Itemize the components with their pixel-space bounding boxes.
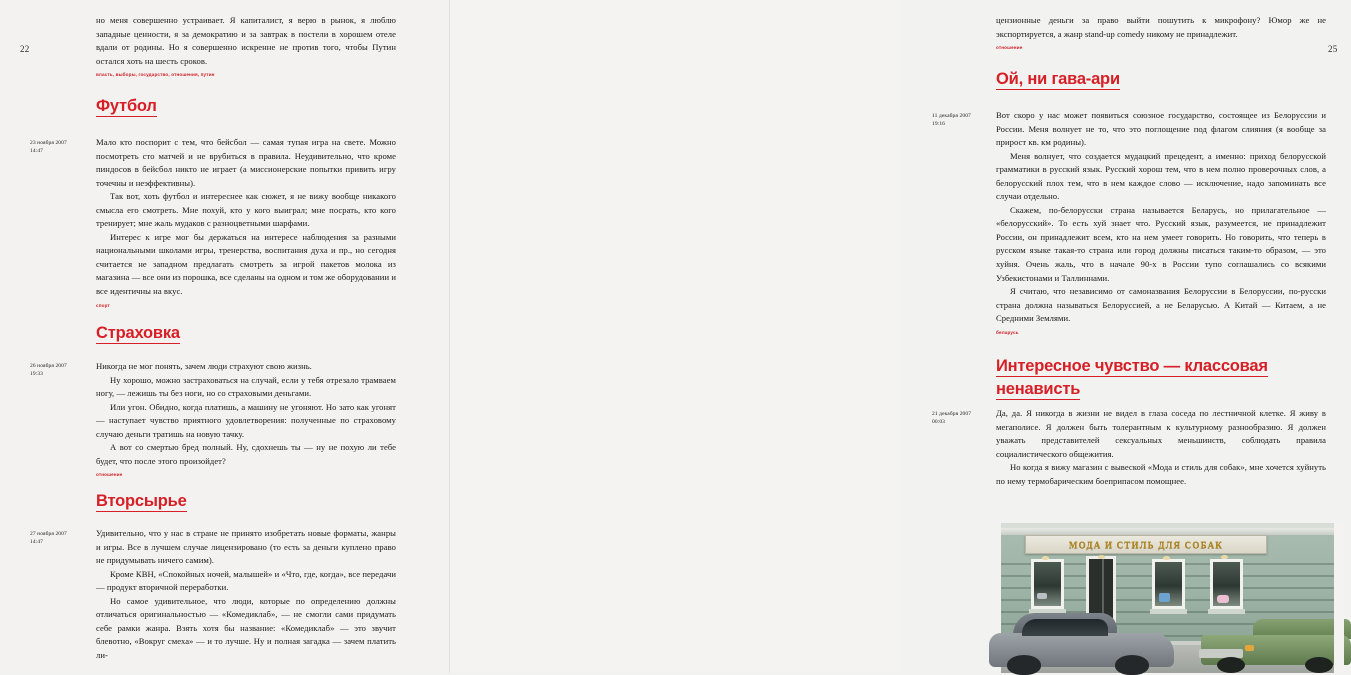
tag-list: власть, выборы, государство, отношения, путин <box>96 72 215 78</box>
entry-heading-klassovaya-nenavist <box>996 355 1326 401</box>
paragraph: Меня волнует, что создается мудацкий прецедент, а именно: приход белорусской грамматики в русский язык. Русский хорош тем, что в нем полно проверочных слов, а белорусский плох тем, что в нем каждое слово — исключение, надо запоминать все случаи отдельно. <box>996 150 1326 202</box>
entry-heading-strahovka <box>96 322 396 345</box>
continued-text-block-left <box>96 14 396 77</box>
page-left <box>0 0 450 673</box>
entry-body-gava-ari <box>996 109 1326 335</box>
entry-date: 11 декабря 2007 <box>932 113 971 119</box>
entry-body-vtorsyre <box>96 527 396 662</box>
entry-timestamp-klassovaya-nenavist <box>932 410 994 427</box>
entry-title: Футбол <box>96 97 157 115</box>
entry-body-futbol <box>96 136 396 308</box>
entry-date: 21 декабря 2007 <box>932 411 972 417</box>
entry-title: Ой, ни гава-ари <box>996 70 1120 88</box>
paragraph: Но когда я вижу магазин с вывеской «Мода и стиль для собак», мне хочется хуйнуть по нему термобарическим боеприпасом помощнее. <box>996 462 1326 486</box>
paragraph: Никогда не мог понять, зачем люди страхуют свою жизнь. <box>96 361 312 371</box>
paragraph: Я считаю, что независимо от самоназвания Белоруссии в Белоруссии, по-русски страна должна называться Белоруссией, а не Беларусью. А Китай — Китаем, а не Средними Землями. <box>996 286 1326 324</box>
entry-time: 19:33 <box>30 371 44 378</box>
window-sill-right <box>1208 609 1245 614</box>
page-number-right: 25 <box>1328 44 1338 54</box>
entry-heading-vtorsyre <box>96 490 396 513</box>
paragraph: Кроме КВН, «Спокойных ночей, малышей» и «Что, где, когда», все передачи — продукт вторичной переработки. <box>96 568 396 593</box>
entry-body-strahovka <box>96 360 396 477</box>
tag-list: беларусь <box>996 329 1019 335</box>
paragraph: Но самое удивительное, что люди, которые по определению должны отличаться оригинальностью — «Комедиклаб», — не смогли сами придумать себе рамки жанра. Взять хотя бы название: «Комедиклаб» — это звучит блевотно, «Вокруг смеха» — и то лучше. Ну и полная загадка — зачем платить ли- <box>96 595 396 660</box>
shop-sign-text: МОДА И СТИЛЬ ДЛЯ СОБАК <box>1068 539 1224 550</box>
paragraph: Удивительно, что у нас в стране не принято изобретать новые форматы, жанры и игры. Все в лучшем случае лицензировано (то есть за деньги куплено право не придумывать ничего самим). <box>96 528 396 566</box>
paragraph: А вот со смертью бред полный. Ну, сдохнешь ты — ну не похую ли тебе будет, что после этого произойдет? <box>96 442 396 466</box>
tag-list: спорт <box>96 302 110 308</box>
cornice <box>1001 528 1344 535</box>
entry-title: Интересное чувство — классовая ненависть <box>996 357 1268 398</box>
wall-lamp-left <box>1042 556 1049 560</box>
entry-title: Страховка <box>96 324 180 342</box>
paragraph: Мало кто поспорит с тем, что бейсбол — самая тупая игра на свете. Можно посмотреть сто матчей и не врубиться в правила. Неудивительно, что кроме пиндосов в бейсбол никто не играет (а миссионерские попытки привить игру точечны и неэффективны). <box>96 137 396 188</box>
entry-timestamp-futbol <box>30 139 92 156</box>
shop-window-left <box>1031 559 1064 609</box>
entry-body-klassovaya-nenavist <box>996 407 1326 488</box>
entry-time: 14:47 <box>30 148 44 155</box>
paragraph: Вот скоро у нас может появиться союзное государство, состоящее из Белоруссии и России. Меня волнует не то, что это поглощение под флагом слияния (я вообще за прирост кв. км родины). <box>996 110 1326 148</box>
page-right <box>450 0 1338 673</box>
entry-date: 26 ноября 2007 <box>30 363 67 369</box>
entry-time: 19:16 <box>932 121 946 128</box>
wall-lamp-right <box>1221 555 1228 559</box>
paragraph: Так вот, хоть футбол и интереснее как сюжет, я не вижу вообще никакого смысла его смотреть. Мне похуй, кто у кого выиграл; мне посрать, кто кого тренирует; мне жаль мудаков с разноцветными шарфами. <box>96 191 396 229</box>
entry-title: Вторсырье <box>96 492 187 510</box>
car-green-vehicle <box>1201 619 1351 673</box>
paragraph: Да, да. Я никогда в жизни не видел в глаза соседа по лестничной клетке. Я живу в мегаполисе. Я должен быть толерантным к культурному разнообразию. Я должен уважать представителей сексуальных меньшинств, соблюдать правила социалистического общежития. <box>996 408 1326 459</box>
tag-list: отношение <box>996 45 1023 51</box>
wall-lamp-door <box>1098 555 1105 559</box>
tag-list: отношение <box>96 472 123 478</box>
window-display-right <box>1217 595 1229 603</box>
wall-lamp-middle <box>1163 556 1170 560</box>
paragraph: но меня совершенно устраивает. Я капиталист, я верю в рынок, я люблю западные ценности, я за демократию и за завтрак в постели в хорошем отеле вдали от родины. Но я совершенно искренне не против того, чтобы Путин остался хоть на шесть сроков. <box>96 15 396 66</box>
entry-heading-gava-ari <box>996 68 1326 91</box>
photo-edge-fade <box>1334 523 1344 673</box>
entry-timestamp-strahovka <box>30 362 92 379</box>
paragraph: Скажем, по-белорусски страна называется Беларусь, но прилагательное — «белорусский». То есть хуй знает что. Русский язык, разумеется, не принадлежит России, он принадлежит всем, кто на нем умеет говорить. Но говорить, что теперь в русском языке такая-то страна или город должны писаться таким-то образом, — это хуйня. Очень жаль, что в начале 90-х в России тупо соглашались со всякими Узбекистонами и Таллиннами. <box>996 204 1326 283</box>
page-number-left: 22 <box>20 44 30 54</box>
shop-sign <box>1025 535 1267 554</box>
paragraph: Интерес к игре мог бы держаться на интересе наблюдения за разными национальными школами игры, тренерства, воспитания духа и пр., но сегодня считается не западном предлагать смотреть за игрой пакетов молока из магазина — все они из порошка, все сделаны на одном и том же оборудовании и все идентичны на вкус. <box>96 231 396 297</box>
entry-timestamp-gava-ari <box>932 112 994 129</box>
paragraph: Ну хорошо, можно застраховаться на случай, если у тебя отрезало трамваем ногу, — лежишь ты без ноги, но со страховыми деньгами. <box>96 374 396 399</box>
car-silver-sedan <box>989 611 1174 673</box>
entry-date: 23 ноября 2007 <box>30 140 67 146</box>
entry-heading-futbol <box>96 95 396 118</box>
window-display-left <box>1037 593 1047 599</box>
entry-timestamp-vtorsyre <box>30 530 92 547</box>
photo-dog-fashion-shop <box>1001 523 1344 673</box>
entry-time: 14:47 <box>30 539 44 546</box>
paragraph: цензионные деньги за право выйти пошутить к микрофону? Юмор же не экспортируется, а жанр stand-up comedy никому не принадлежит. <box>996 15 1326 39</box>
window-display-middle <box>1159 593 1170 602</box>
continued-text-block-right <box>996 14 1326 50</box>
entry-date: 27 ноября 2007 <box>30 531 67 537</box>
entry-time: 00:03 <box>932 419 946 426</box>
paragraph: Или угон. Обидно, когда платишь, а машину не угоняют. Но зато как угонят — наступает чувство приятного удовлетворения: полученные по страховому случаю деньги тратишь на новую тачку. <box>96 401 396 439</box>
